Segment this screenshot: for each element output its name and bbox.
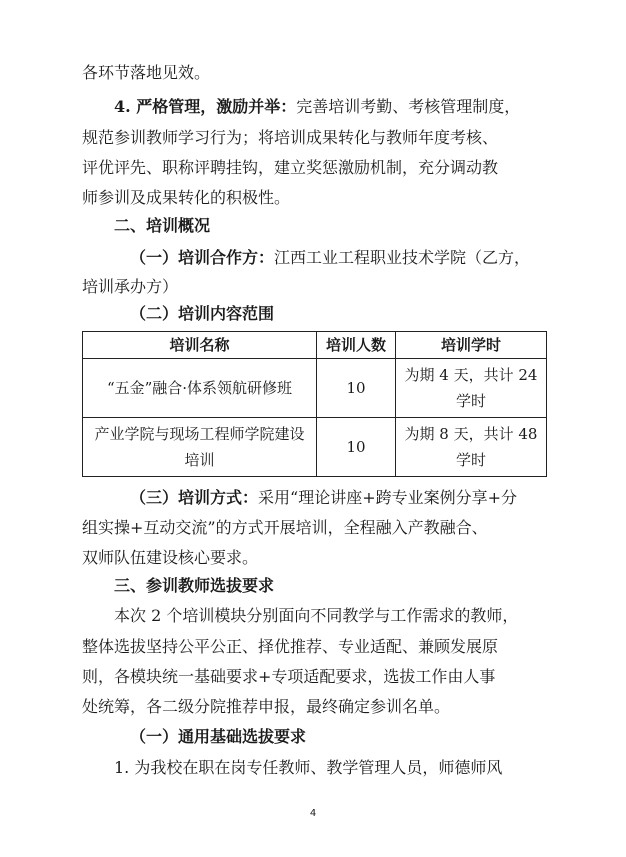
item-title: 4. 严格管理，激励并举： xyxy=(114,97,297,116)
training-hours-cell xyxy=(396,359,547,418)
paragraph-line xyxy=(114,96,547,118)
table-header-cell: 培训学时 xyxy=(396,332,547,359)
training-hours-cell xyxy=(396,418,547,477)
paragraph-line: 组实操+互动交流”的方式开展培训，全程融入产教融合、 xyxy=(82,518,488,537)
table-header-cell: 培训名称 xyxy=(83,332,317,359)
hours-line: 学时 xyxy=(455,451,486,469)
paragraph-line: 师参训及成果转化的积极性。 xyxy=(82,188,291,207)
hours-line: 为期 8 天，共计 48 xyxy=(404,425,538,443)
table-row xyxy=(83,359,547,418)
paragraph-line: 双师队伍建设核心要求。 xyxy=(82,548,259,567)
item-title: （三）培训方式： xyxy=(130,488,259,507)
paragraph-line: 1. 为我校在职在岗专任教师、教学管理人员，师德师风 xyxy=(114,758,503,777)
name-line: 产业学院与现场工程师学院建设 xyxy=(94,425,305,443)
training-table xyxy=(82,331,547,477)
training-name-cell xyxy=(83,418,317,477)
paragraph-line: 则，各模块统一基础要求+专项适配要求，选拔工作由人事 xyxy=(82,667,496,686)
paragraph-line: 本次 2 个培训模块分别面向不同教学与工作需求的教师， xyxy=(114,606,519,625)
item-title: （一）培训合作方： xyxy=(130,248,275,267)
page-number: 4 xyxy=(309,808,317,819)
hours-line: 学时 xyxy=(455,392,486,410)
item-text: 采用“理论讲座+跨专业案例分享+分 xyxy=(258,488,518,507)
paragraph-line xyxy=(130,247,547,269)
table-header-cell: 培训人数 xyxy=(317,332,396,359)
item-text: 完善培训考勤、考核管理制度， xyxy=(296,97,521,116)
subsection-heading: （一）通用基础选拔要求 xyxy=(130,727,307,746)
training-name-cell: “五金”融合·体系领航研修班 xyxy=(83,359,317,418)
paragraph-line: 处统筹，各二级分院推荐申报，最终确定参训名单。 xyxy=(82,697,451,716)
name-line: 培训 xyxy=(184,451,215,469)
paragraph-line: 各环节落地见效。 xyxy=(82,63,211,82)
section-heading: 二、培训概况 xyxy=(114,216,211,235)
subsection-heading: （二）培训内容范围 xyxy=(130,304,275,323)
table-row xyxy=(83,418,547,477)
item-text: 江西工业工程职业技术学院（乙方， xyxy=(274,248,531,267)
paragraph-line: 培训承办方） xyxy=(82,277,179,296)
table-header-row xyxy=(83,332,547,359)
paragraph-line: 规范参训教师学习行为；将培训成果转化与教师年度考核、 xyxy=(82,128,499,147)
paragraph-line: 评优评先、职称评聘挂钩，建立奖惩激励机制，充分调动教 xyxy=(82,158,499,177)
training-count-cell: 10 xyxy=(317,418,396,477)
training-count-cell: 10 xyxy=(317,359,396,418)
paragraph-line xyxy=(130,487,547,509)
section-heading: 三、参训教师选拔要求 xyxy=(114,576,275,595)
hours-line: 为期 4 天，共计 24 xyxy=(404,366,538,384)
paragraph-line: 整体选拔坚持公平公正、择优推荐、专业适配、兼顾发展原 xyxy=(82,637,499,656)
